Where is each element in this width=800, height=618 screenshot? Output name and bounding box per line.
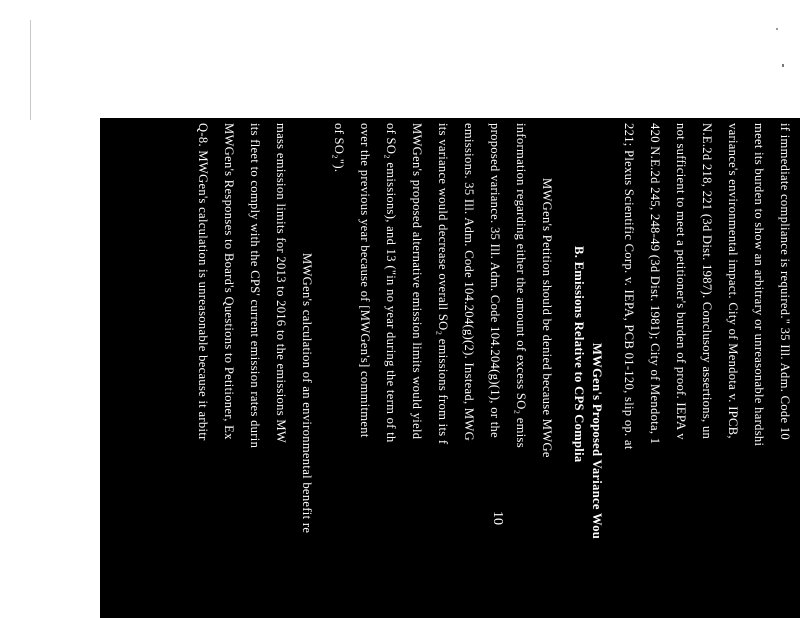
text-line: its variance would decrease overall SO₂ emissions from its f [436, 123, 450, 445]
scan-speck [776, 28, 778, 30]
text-line: MWGen's Petition should be denied because MWGe [540, 178, 554, 458]
text-line: 221; Plexus Scientific Corp. v. IEPA, PCB 01-120, slip op. at [622, 123, 636, 450]
rotated-text-block [100, 118, 800, 618]
scan-edge-line [30, 20, 31, 120]
text-line: meet its burden to show an arbitrary or unreasonable hardshi [752, 123, 766, 447]
scanned-page [100, 118, 800, 618]
text-line: mass emission limits for 2013 to 2016 to the emissions MW [274, 123, 288, 444]
text-line: variance's environmental impact. City of Mendota v. IPCB, [726, 123, 740, 439]
text-line: proposed variance. 35 Ill. Adm. Code 104.204(g)(1), or the [488, 123, 502, 439]
text-line: N.E.2d 218, 221 (3d Dist. 1987). Conclusory assertions, un [700, 123, 714, 440]
text-line: information regarding either the amount of excess SO₂ emiss [514, 123, 528, 448]
text-line: its fleet to comply with the CPS' current emission rates durin [248, 123, 262, 449]
text-line: not sufficient to meet a petitioner's burden of proof. IEPA v [674, 123, 688, 440]
text-line: 420 N.E.2d 245, 248-49 (3d Dist. 1981); City of Mendota, 1 [648, 123, 662, 445]
text-line: MWGen's calculation of an environmental benefit re [300, 253, 314, 534]
text-line: if immediate compliance is required." 35 Ill. Adm. Code 10 [778, 123, 792, 441]
scan-speck [782, 64, 784, 67]
text-line: Q-8. MWGen's calculation is unreasonable because it arbitr [196, 123, 210, 441]
text-line: of SO₂"). [332, 123, 346, 173]
section-heading: MWGen's Proposed Variance Wou [590, 343, 604, 540]
page-number: 10 [490, 511, 505, 525]
section-heading: B. Emissions Relative to CPS Complia [572, 246, 586, 463]
text-line: emissions. 35 Ill. Adm. Code 104.204(g)(2). Instead, MWG [462, 123, 476, 441]
text-line: MWGen's Responses to Board's Questions to Petitioner, Ex [222, 123, 236, 440]
text-line: of SO₂ emissions), and 13 ("in no year during the term of th [384, 123, 398, 443]
text-line: over the previous year because of [MWGen's] commitment [358, 123, 372, 438]
text-line: MWGen's proposed alternative emission limits would yield [410, 123, 424, 440]
